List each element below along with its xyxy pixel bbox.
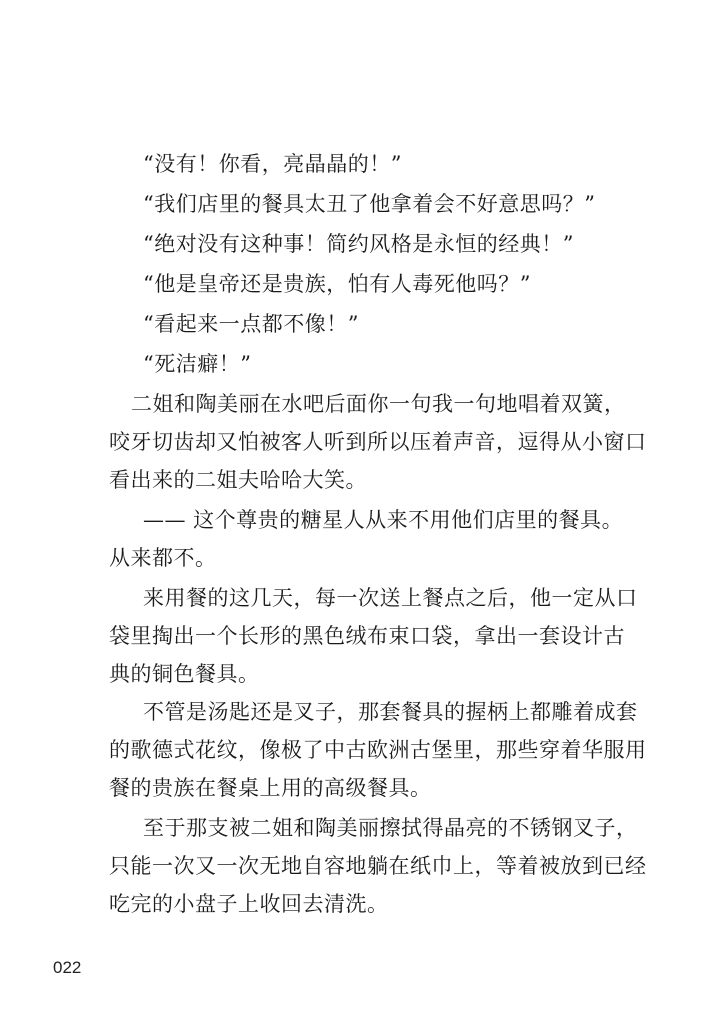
dialogue-line: “看起来一点都不像！” xyxy=(143,312,359,336)
dialogue-line: “我们店里的餐具太丑了他拿着会不好意思吗？” xyxy=(143,192,596,216)
paragraph-line: 袋里掏出一个长形的黑色绒布束口袋，拿出一套设计古 xyxy=(109,624,625,648)
dialogue-line: “死洁癖！” xyxy=(143,352,252,376)
dialogue-line: “绝对没有这种事！简约风格是永恒的经典！” xyxy=(143,232,574,256)
paragraph-line: 至于那支被二姐和陶美丽擦拭得晶亮的不锈钢叉子， xyxy=(143,816,638,840)
paragraph-line: 只能一次又一次无地自容地躺在纸巾上，等着被放到已经 xyxy=(109,854,647,878)
paragraph-line: 从来都不。 xyxy=(109,546,217,570)
paragraph-line: 的歌德式花纹，像极了中古欧洲古堡里，那些穿着华服用 xyxy=(109,738,647,762)
paragraph-line: —— 这个尊贵的糖星人从来不用他们店里的餐具。 xyxy=(143,508,624,532)
paragraph-line: 看出来的二姐夫哈哈大笑。 xyxy=(109,468,367,492)
paragraph-line: 不管是汤匙还是叉子，那套餐具的握柄上都雕着成套 xyxy=(143,700,638,724)
dialogue-line: “没有！你看，亮晶晶的！” xyxy=(143,152,402,176)
paragraph-line: 咬牙切齿却又怕被客人听到所以压着声音，逗得从小窗口 xyxy=(109,430,647,454)
paragraph-line: 餐的贵族在餐桌上用的高级餐具。 xyxy=(109,776,432,800)
paragraph-line: 二姐和陶美丽在水吧后面你一句我一句地唱着双簧， xyxy=(131,392,626,416)
paragraph-line: 吃完的小盘子上收回去清洗。 xyxy=(109,892,389,916)
paragraph-line: 典的铜色餐具。 xyxy=(109,662,260,686)
dialogue-line: “他是皇帝还是贵族，怕有人毒死他吗？” xyxy=(143,272,531,296)
paragraph-line: 来用餐的这几天，每一次送上餐点之后，他一定从口 xyxy=(143,586,638,610)
page-number: 022 xyxy=(53,958,82,977)
